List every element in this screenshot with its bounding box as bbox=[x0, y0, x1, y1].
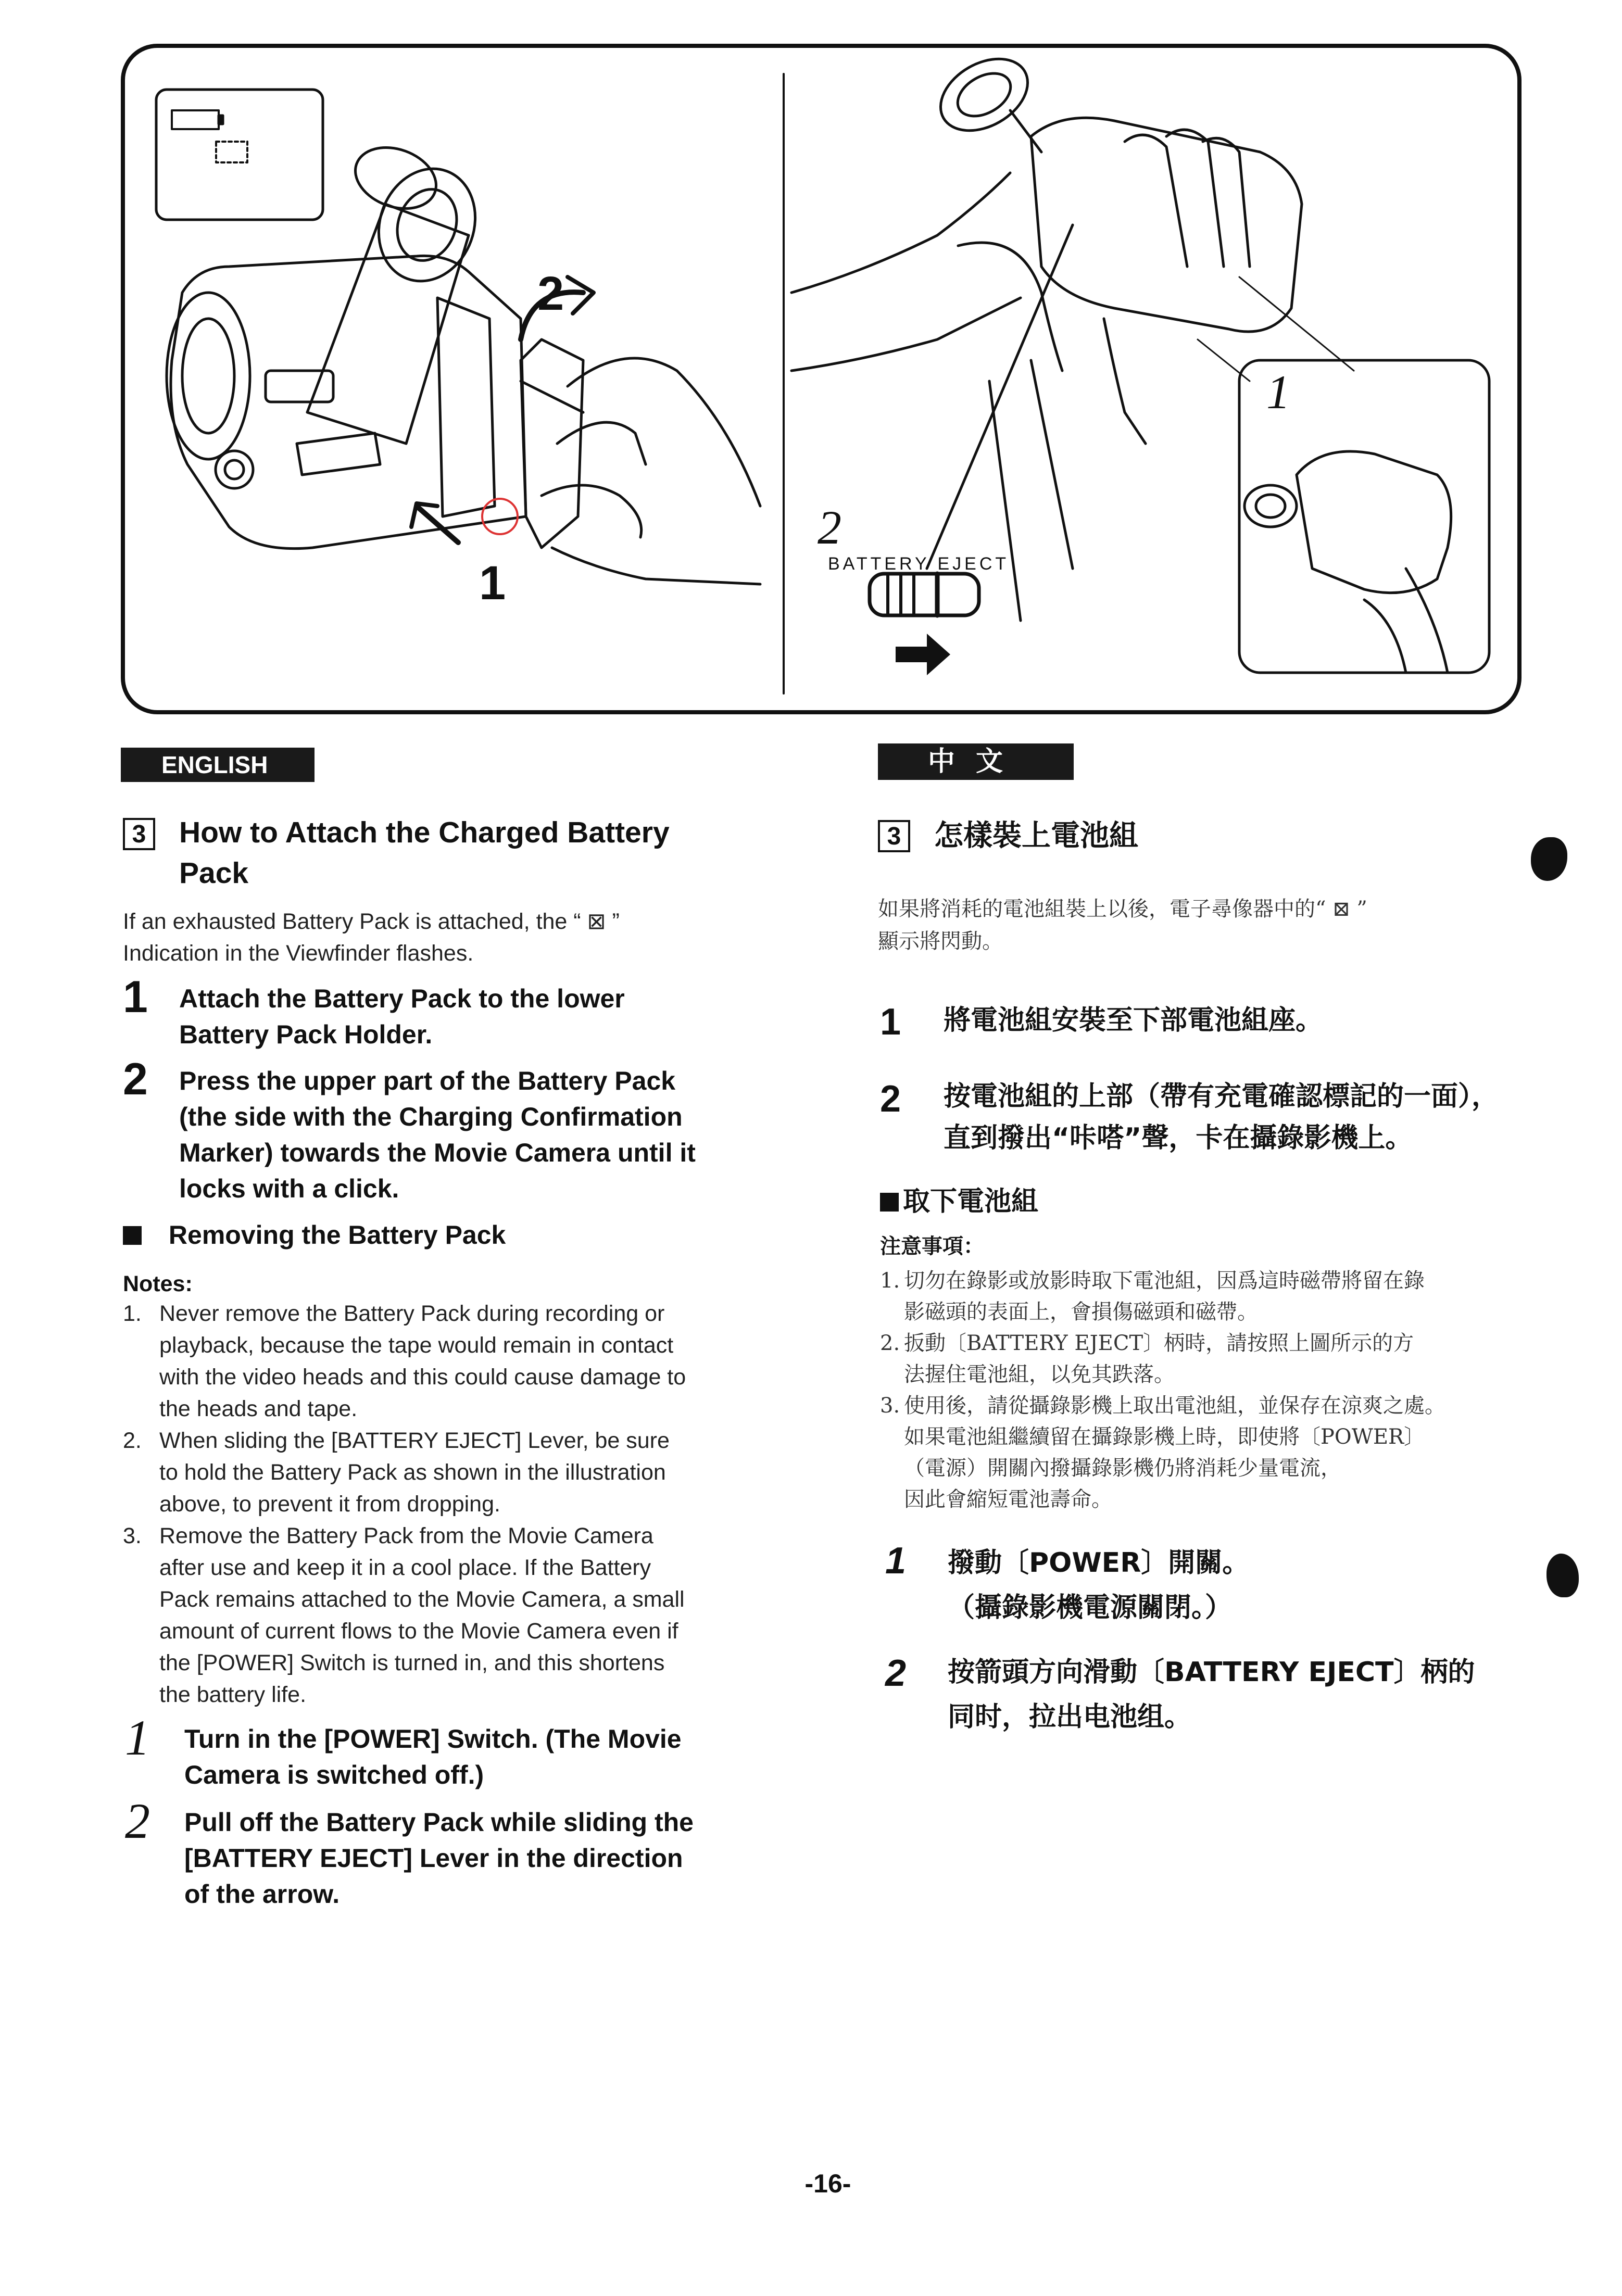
chinese-step-1-number: 1 bbox=[880, 1001, 901, 1043]
chinese-remove-step-1-line1: 撥動〔POWER〕開關。 bbox=[948, 1547, 1250, 1579]
chinese-intro-line2: 顯示將閃動。 bbox=[878, 929, 1003, 953]
english-note-3-line5: the [POWER] Switch is turned in, and this shortens bbox=[159, 1650, 665, 1675]
english-note-1-line3: with the video heads and this could cause damage to bbox=[159, 1365, 686, 1390]
english-removing-heading-text: Removing the Battery Pack bbox=[168, 1220, 506, 1250]
english-note-1-number: 1. bbox=[123, 1301, 142, 1326]
english-note-1 bbox=[123, 1298, 789, 1425]
seal-stamp bbox=[482, 499, 518, 534]
chinese-remove-step-2-number: 2 bbox=[885, 1652, 907, 1694]
chinese-removing-heading-text: 取下電池組 bbox=[903, 1186, 1039, 1217]
english-removing-heading bbox=[123, 1217, 506, 1253]
chinese-section-bar: 中文 bbox=[878, 743, 1074, 780]
english-section-number: 3 bbox=[123, 818, 155, 850]
viewfinder-inset bbox=[156, 90, 323, 220]
english-step-2-line4: locks with a click. bbox=[179, 1174, 399, 1203]
english-step-1-line2: Battery Pack Holder. bbox=[179, 1020, 433, 1049]
chinese-note-2-line1: 扳動〔BATTERY EJECT〕柄時，請按照上圖所示的方 bbox=[904, 1331, 1414, 1355]
english-note-3-line2: after use and keep it in a cool place. If the Battery bbox=[159, 1555, 651, 1580]
english-intro-line2: Indication in the Viewfinder flashes. bbox=[123, 941, 474, 966]
english-note-3 bbox=[123, 1520, 789, 1711]
square-bullet-icon bbox=[123, 1226, 142, 1245]
english-note-1-line4: the heads and tape. bbox=[159, 1396, 358, 1421]
english-title-line1: How to Attach the Charged Battery bbox=[179, 816, 670, 849]
english-remove-step-1-line1: Turn in the [POWER] Switch. (The Movie bbox=[184, 1724, 682, 1753]
chinese-remove-step-1-number: 1 bbox=[885, 1540, 907, 1582]
chinese-note-1-number: 1. bbox=[880, 1269, 900, 1293]
chinese-note-3-line4: 因此會縮短電池壽命。 bbox=[904, 1487, 1112, 1511]
chinese-section-number: 3 bbox=[878, 820, 910, 852]
english-notes-heading: Notes: bbox=[123, 1271, 193, 1296]
chinese-step-1-line1: 將電池組安裝至下部電池組座。 bbox=[944, 1005, 1323, 1036]
english-remove-step-2-line3: of the arrow. bbox=[184, 1879, 340, 1909]
chinese-remove-step-2-line2: 同时，拉出电池组。 bbox=[948, 1701, 1192, 1733]
english-intro-line1: If an exhausted Battery Pack is attached, the “ ⊠ ” bbox=[123, 909, 620, 934]
chinese-note-3-line2: 如果電池組繼續留在攝錄影機上時，即使將〔POWER〕 bbox=[904, 1425, 1425, 1449]
english-note-2-number: 2. bbox=[123, 1428, 142, 1453]
arrow-right-icon bbox=[896, 634, 950, 675]
chinese-step-2-line2: 直到撥出“咔嗒”聲，卡在攝錄影機上。 bbox=[944, 1122, 1413, 1154]
chinese-note-1 bbox=[880, 1265, 1536, 1328]
chinese-note-2-number: 2. bbox=[880, 1331, 900, 1355]
illustration-drawing bbox=[125, 48, 1526, 718]
chinese-step-2-number: 2 bbox=[880, 1078, 901, 1120]
figure-label-2-italic: 2 bbox=[818, 501, 841, 554]
english-remove-step-2-line2: [BATTERY EJECT] Lever in the direction bbox=[184, 1844, 683, 1873]
chinese-notes-heading: 注意事項： bbox=[880, 1234, 984, 1258]
english-note-1-line2: playback, because the tape would remain in contact bbox=[159, 1333, 674, 1358]
figure-label-1-italic: 1 bbox=[1266, 365, 1290, 419]
english-title-line2: Pack bbox=[179, 856, 249, 890]
ink-blot-decoration bbox=[1546, 1554, 1579, 1597]
english-note-1-line1: Never remove the Battery Pack during recording or bbox=[159, 1301, 665, 1326]
chinese-note-3-line3: （電源）開關內撥攝錄影機仍將消耗少量電流， bbox=[904, 1456, 1341, 1480]
chinese-note-3-line1: 使用後，請從攝錄影機上取出電池組，並保存在涼爽之處。 bbox=[904, 1394, 1445, 1418]
chinese-removing-heading bbox=[880, 1183, 1038, 1220]
english-note-3-line6: the battery life. bbox=[159, 1682, 307, 1707]
english-remove-step-2-number: 2 bbox=[125, 1793, 150, 1849]
page-number: -16- bbox=[804, 2169, 851, 2198]
illustration-frame bbox=[121, 44, 1522, 714]
chinese-note-3-number: 3. bbox=[880, 1394, 900, 1418]
figure-label-2: 2 bbox=[537, 267, 564, 320]
english-step-2-number: 2 bbox=[123, 1054, 148, 1104]
english-remove-step-2-line1: Pull off the Battery Pack while sliding the bbox=[184, 1808, 694, 1837]
figure-label-1: 1 bbox=[479, 557, 506, 610]
english-step-1-number: 1 bbox=[123, 972, 148, 1022]
chinese-notes-list bbox=[880, 1265, 1536, 1515]
english-section-bar: ENGLISH bbox=[121, 748, 315, 782]
english-note-2-line3: above, to prevent it from dropping. bbox=[159, 1492, 500, 1517]
chinese-note-2 bbox=[880, 1328, 1536, 1390]
ink-blot-decoration bbox=[1531, 837, 1567, 881]
chinese-remove-step-1-line2: （攝錄影機電源關閉。） bbox=[948, 1592, 1233, 1623]
chinese-note-2-line2: 法握住電池組，以免其跌落。 bbox=[904, 1363, 1175, 1386]
english-note-3-number: 3. bbox=[123, 1523, 142, 1548]
english-note-3-line1: Remove the Battery Pack from the Movie Camera bbox=[159, 1523, 653, 1548]
chinese-note-3 bbox=[880, 1390, 1536, 1515]
chinese-intro-line1: 如果將消耗的電池組裝上以後，電子尋像器中的“ ⊠ ” bbox=[878, 897, 1367, 921]
chinese-title: 怎樣裝上電池組 bbox=[934, 819, 1138, 853]
english-note-3-line4: amount of current flows to the Movie Camera even if bbox=[159, 1619, 678, 1644]
english-step-2-line1: Press the upper part of the Battery Pack bbox=[179, 1066, 676, 1095]
english-note-3-line3: Pack remains attached to the Movie Camera, a small bbox=[159, 1587, 685, 1612]
chinese-remove-step-2-line1: 按箭頭方向滑動〔BATTERY EJECT〕柄的 bbox=[948, 1657, 1475, 1688]
english-step-1-line1: Attach the Battery Pack to the lower bbox=[179, 984, 625, 1013]
chinese-note-1-line1: 切勿在錄影或放影時取下電池組，因爲這時磁帶將留在錄 bbox=[904, 1269, 1425, 1293]
english-remove-step-1-number: 1 bbox=[125, 1710, 150, 1765]
english-note-2-line1: When sliding the [BATTERY EJECT] Lever, be sure bbox=[159, 1428, 670, 1453]
english-remove-step-1-line2: Camera is switched off.) bbox=[184, 1760, 484, 1789]
english-note-2-line2: to hold the Battery Pack as shown in the illustration bbox=[159, 1460, 666, 1485]
english-step-2-line3: Marker) towards the Movie Camera until it bbox=[179, 1138, 696, 1167]
chinese-note-1-line2: 影磁頭的表面上，會損傷磁頭和磁帶。 bbox=[904, 1300, 1258, 1324]
battery-eject-lever bbox=[870, 574, 979, 615]
chinese-step-2-line1: 按電池組的上部（帶有充電確認標記的一面）， bbox=[944, 1081, 1499, 1112]
square-bullet-icon bbox=[880, 1193, 899, 1212]
english-step-2-line2: (the side with the Charging Confirmation bbox=[179, 1102, 683, 1131]
english-notes-list bbox=[123, 1298, 789, 1711]
battery-eject-caption: BATTERY EJECT bbox=[828, 554, 1010, 574]
english-note-2 bbox=[123, 1425, 789, 1520]
